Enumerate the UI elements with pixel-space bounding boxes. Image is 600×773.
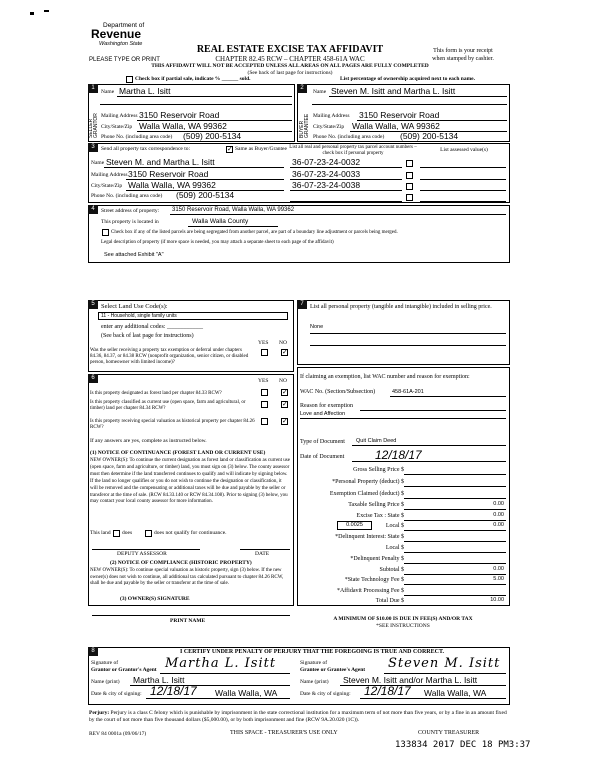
delinquent-penalty-line xyxy=(404,563,506,564)
grantor-print-label: Name (print) xyxy=(91,679,120,685)
reason-label: Reason for exemption xyxy=(300,403,353,409)
buyer-mail-label: Mailing Address xyxy=(313,113,350,119)
grantee-print-name: Steven M. Isitt and/or Martha L. Isitt xyxy=(343,675,478,685)
buyer-side-label: BUYER GRANTEE xyxy=(299,113,310,138)
corr-phone: (509) 200-5134 xyxy=(176,190,235,200)
corr-mail: 3150 Reservoir Road xyxy=(128,169,209,179)
reason-line xyxy=(360,410,506,411)
doc-date-line xyxy=(352,461,506,462)
exemption-no-checkbox[interactable]: ✓ xyxy=(282,349,288,356)
segregated-label: Check box if any of the listed parcels are being segregated from another parcel, are part of a boundary line adjustment or parcels being merged. xyxy=(111,230,398,235)
receipt-note-2: when stamped by cashier. xyxy=(432,56,494,62)
subtotal-line xyxy=(404,574,506,575)
seller-name: Martha L. Isitt xyxy=(119,86,171,96)
located-label: This property is located in xyxy=(101,219,159,225)
treasurer-stamp: 133834 2017 DEC 18 PM3:37 xyxy=(395,740,531,750)
scan-mark xyxy=(44,10,49,12)
form-see-back: (See back of last page for instructions) xyxy=(247,70,333,76)
form-title: REAL ESTATE EXCISE TAX AFFIDAVIT xyxy=(196,44,384,55)
assessed-value-header: List assessed value(s) xyxy=(440,147,488,153)
legal-description-label: Legal description of property (if more space is needed, you may attach a separate sheet to each page of the affidavit) xyxy=(101,240,334,245)
assessed-line xyxy=(420,179,506,180)
historic-no-checkbox[interactable]: ✓ xyxy=(282,418,288,425)
grantee-sig-line xyxy=(384,673,506,674)
parcel-line xyxy=(290,201,402,202)
grantee-signature: Steven M. Isitt xyxy=(388,656,501,671)
seller-phone: (509) 200-5134 xyxy=(183,131,242,141)
logo-line-1: Department of xyxy=(103,22,145,29)
s6-no-header: NO xyxy=(279,378,287,384)
excise-state-label: Excise Tax : State $ xyxy=(356,513,404,519)
grantee-date-line xyxy=(360,698,506,699)
print-note: PLEASE TYPE OR PRINT xyxy=(89,57,160,63)
wac-number: 458-61A-201 xyxy=(392,389,424,395)
see-instructions-note: *SEE INSTRUCTIONS xyxy=(376,623,430,629)
deputy-line xyxy=(92,549,200,550)
corr-name-line xyxy=(104,167,284,168)
grantor-sig-label-1: Signature of xyxy=(91,660,119,666)
gross-price-line xyxy=(404,474,506,475)
parcel-personal-checkbox[interactable] xyxy=(406,194,413,201)
doc-type-label: Type of Document xyxy=(300,439,345,445)
delinquent-local-label: Local $ xyxy=(385,545,404,551)
grantee-city: Walla Walla, WA xyxy=(424,688,487,698)
taxable-price-label: Taxable Selling Price $ xyxy=(348,502,404,508)
current-use-question: Is this property classified as current use (open space, farm and agricultural, or timber) land per chapter 84.34 RCW? xyxy=(90,400,246,411)
buyer-name-line xyxy=(329,96,507,97)
grantee-sig-label-1: Signature of xyxy=(300,660,328,666)
parcel-line xyxy=(290,167,402,168)
certification-section-number: 8 xyxy=(88,647,98,656)
tech-fee-line xyxy=(404,584,506,585)
street-label: Street address of property: xyxy=(101,208,160,214)
corr-mail-label: Mailing Address xyxy=(91,172,128,178)
excise-local-value: 0.00 xyxy=(493,522,504,528)
historic-question: Is this property receiving special valuation as historical property per chapter 84.26 RCW? xyxy=(90,419,255,430)
perjury-label: Perjury: xyxy=(89,710,110,716)
excise-state-value: 0.00 xyxy=(493,512,504,518)
personal-property-line xyxy=(310,345,506,346)
forest-yes-checkbox[interactable] xyxy=(261,389,268,396)
does-not-label: does not qualify for continuance. xyxy=(154,530,227,536)
corr-city: Walla Walla, WA 99362 xyxy=(128,180,216,190)
street-line xyxy=(170,214,506,215)
grantor-signature: Martha L. Isitt xyxy=(165,656,277,671)
receipt-note-1: This form is your receipt xyxy=(433,48,493,54)
county-treasurer-label: COUNTY TREASURER xyxy=(418,730,480,736)
grantee-print-label: Name (print) xyxy=(300,679,329,685)
current-use-yes-checkbox[interactable] xyxy=(261,401,268,408)
buyer-extra-line xyxy=(312,104,507,105)
parcel-personal-checkbox[interactable] xyxy=(406,160,413,167)
subtotal-label: Subtotal $ xyxy=(379,567,404,573)
buyer-name: Steven M. Isitt and Martha L. Isitt xyxy=(331,86,456,96)
partial-sale-label: Check box if partial sale, indicate % ______ sold. xyxy=(135,76,251,82)
land-use-section-number: 5 xyxy=(88,300,98,309)
grantee-date: 12/18/17 xyxy=(364,684,411,698)
personal-property-value: None xyxy=(310,324,324,330)
notice2-title: (2) NOTICE OF COMPLIANCE (HISTORIC PROPERTY) xyxy=(110,560,252,566)
grantee-sig-label-2: Grantee or Grantee's Agent xyxy=(300,667,366,673)
exemption-yes-checkbox[interactable] xyxy=(261,349,268,356)
ownership-pct-label: List percentage of ownership acquired next to each name. xyxy=(340,76,475,82)
corr-city-label: City/State/Zip xyxy=(91,183,123,189)
seller-mail: 3150 Reservoir Road xyxy=(139,110,220,120)
grantor-date-label: Date & city of signing: xyxy=(91,691,142,697)
corr-phone-label: Phone No. (including area code) xyxy=(91,193,163,199)
deputy-date-line xyxy=(240,549,290,550)
assessed-line xyxy=(420,167,506,168)
land-use-label: Select Land Use Code(s): xyxy=(101,303,168,310)
excise-local-label: Local $ xyxy=(385,523,404,529)
certify-statement: I CERTIFY UNDER PENALTY OF PERJURY THAT THE FOREGOING IS TRUE AND CORRECT. xyxy=(180,649,445,655)
form-chapter: CHAPTER 82.45 RCW – CHAPTER 458-61A WAC xyxy=(215,55,365,63)
processing-fee-line xyxy=(404,595,506,596)
notice2-text: NEW OWNER(S): To continue special valuation as historic property, sign (3) below. If the new owner(s) does not wish to continue, all additional tax calculated pursuant to chapter 84.26 RCW, shall be due and payable by the seller or transferor at the time of sale. xyxy=(90,568,284,587)
same-as-buyer-label: Same as Buyer/Grantee xyxy=(235,146,287,152)
if-yes-note: If any answers are yes, complete as instructed below. xyxy=(90,438,207,444)
seller-name-label: Name xyxy=(101,89,115,95)
buyer-city: Walla Walla, WA 99362 xyxy=(352,121,440,131)
subtotal-value: 0.00 xyxy=(493,566,504,572)
seller-city: Walla Walla, WA 99362 xyxy=(139,121,227,131)
seller-city-label: City/State/Zip xyxy=(101,124,133,130)
grantor-city: Walla Walla, WA xyxy=(215,688,278,698)
send-correspondence-label: Send all property tax correspondence to: xyxy=(101,146,191,152)
buyer-section-number: 2 xyxy=(297,84,307,93)
print-name-line xyxy=(92,615,290,616)
perjury-notice xyxy=(89,710,509,724)
processing-fee-label: *Affidavit Processing Fee $ xyxy=(336,588,404,594)
parcel-line xyxy=(290,190,402,191)
buyer-mail: 3150 Reservoir Road xyxy=(359,110,440,120)
grantor-sig-line xyxy=(160,673,290,674)
assessed-line xyxy=(420,201,506,202)
seller-name-line xyxy=(117,96,292,97)
dor-logo xyxy=(87,22,157,52)
doc-date-value: 12/18/17 xyxy=(375,448,422,462)
county: Walla Walla County xyxy=(192,218,249,225)
scan-mark xyxy=(30,12,34,15)
delinquent-local-line xyxy=(404,552,506,553)
notice1-text: NEW OWNER(S): To continue the current designation as forest land or classification as current use (open space, farm and agriculture, or timber) land, you must sign on (3) below. The county assessor must then determine if the land transferred continues to qualify and will indicate by signing below. If the land no longer qualifies or you do not wish to continue the designation or classification, it will be removed and the compensating or additional taxes will be due and payable by the seller or transferor at the time of sale. (RCW 84.33.140 or RCW 84.34.108). Prior to signing (3) below, you may contact your local county assessor for more information. xyxy=(90,458,290,505)
seller-phone-label: Phone No. (including area code) xyxy=(101,134,173,140)
correspondence-section-number: 3 xyxy=(88,143,98,152)
total-due-label: Total Due $ xyxy=(375,598,404,604)
street-address: 3150 Reservoir Road, Walla Walla, WA 99362 xyxy=(172,207,295,213)
delinquent-interest-line xyxy=(404,541,506,542)
form-warning: THIS AFFIDAVIT WILL NOT BE ACCEPTED UNLESS ALL AREAS ON ALL PAGES ARE FULLY COMPLETED xyxy=(151,63,429,69)
claim-exemption-label: If claiming an exemption, list WAC number and reason for exemption: xyxy=(300,374,470,380)
local-rate-value: 0.0025 xyxy=(346,522,363,528)
yes-header: YES xyxy=(258,340,269,346)
buyer-phone-label: Phone No. (including area code) xyxy=(313,134,385,140)
land-use-see-back: (See back of last page for instructions) xyxy=(101,333,194,339)
print-name-label: PRINT NAME xyxy=(170,618,206,624)
current-use-no-checkbox[interactable]: ✓ xyxy=(282,401,288,408)
reason-line-2 xyxy=(300,418,506,419)
same-as-buyer-checkbox[interactable]: ✓ xyxy=(227,146,233,153)
forest-no-checkbox[interactable]: ✓ xyxy=(282,389,288,396)
parcel-personal-checkbox[interactable] xyxy=(406,183,413,190)
land-use-value: 11 - Household, single family units xyxy=(101,313,177,319)
logo-line-3: Washington State xyxy=(99,41,143,47)
seller-extra-line xyxy=(100,104,292,105)
tech-fee-value: 5.00 xyxy=(493,576,504,582)
grantor-print-name: Martha L. Isitt xyxy=(133,675,185,685)
excise-local-line xyxy=(404,530,506,531)
corr-name-label: Name xyxy=(91,160,105,166)
wac-label: WAC No. (Section/Subsection) xyxy=(300,389,376,395)
excise-state-line xyxy=(404,520,506,521)
grantee-date-label: Date & city of signing: xyxy=(300,691,351,697)
land-does-label: This land xyxy=(90,530,111,536)
personal-property-label: List all personal property (tangible and intangible) included in selling price. xyxy=(310,304,492,310)
exemption-claimed-line xyxy=(404,498,506,499)
forest-question: Is this property designated as forest land per chapter 84.33 RCW? xyxy=(90,391,222,396)
exemption-claimed-label: Exemption Claimed (deduct) $ xyxy=(329,491,404,497)
property-section-number: 4 xyxy=(88,205,98,214)
grantor-date-line xyxy=(146,698,290,699)
parcel-number: 36-07-23-24-0032 xyxy=(292,157,361,167)
parcel-header: List all real and personal property tax parcel account numbers – check box if personal property xyxy=(289,145,417,156)
corr-name: Steven M. and Martha L. Isitt xyxy=(106,157,215,167)
s6-yes-header: YES xyxy=(258,378,269,384)
section6-number: 6 xyxy=(88,374,98,383)
owner-signature-label: (3) OWNER(S) SIGNATURE xyxy=(120,596,190,602)
personal-deduct-line xyxy=(404,486,506,487)
grantor-sig-label-2: Grantor or Grantor's Agent xyxy=(91,667,157,673)
doc-date-label: Date of Document xyxy=(300,454,345,460)
buyer-phone: (509) 200-5134 xyxy=(400,131,459,141)
wac-line xyxy=(390,396,506,397)
notice1-title: (1) NOTICE OF CONTINUANCE (FOREST LAND OR CURRENT USE) xyxy=(90,450,266,456)
buyer-name-label: Name xyxy=(313,89,327,95)
gross-price-label: Gross Selling Price $ xyxy=(353,467,404,473)
assessed-line xyxy=(420,190,506,191)
total-due-value: 10.00 xyxy=(490,597,504,603)
treasurer-use-note: THIS SPACE - TREASURER'S USE ONLY xyxy=(230,730,338,736)
parcel-personal-checkbox[interactable] xyxy=(406,172,413,179)
doc-type-value: Quit Claim Deed xyxy=(356,438,397,444)
exhibit-reference: See attached Exhibit "A" xyxy=(104,252,164,258)
grantor-date: 12/18/17 xyxy=(150,684,197,698)
taxable-price-value: 0.00 xyxy=(493,501,504,507)
logo-line-2: Revenue xyxy=(91,27,142,41)
tech-fee-label: *State Technology Fee $ xyxy=(344,577,404,583)
personal-property-line xyxy=(310,333,506,334)
historic-yes-checkbox[interactable] xyxy=(261,418,268,425)
seller-section-number: 1 xyxy=(88,84,98,93)
parcel-number: 36-07-23-24-0033 xyxy=(292,169,361,179)
delinquent-interest-label: *Delinquent Interest: State $ xyxy=(335,534,404,540)
total-due-line xyxy=(404,605,506,606)
no-header: NO xyxy=(279,340,287,346)
does-label: does xyxy=(122,530,133,536)
taxable-price-line xyxy=(404,509,506,510)
seller-side-label: SELLER GRANTOR xyxy=(88,113,99,138)
doc-type-line xyxy=(352,445,506,446)
exemption-question: Was the seller receiving a property tax exemption or deferral under chapters 84.36, 84.37, or 84.38 RCW (nonprofit organization, senior citizen, or disabled person, homeowner with limited income)? xyxy=(90,348,249,365)
seller-mail-label: Mailing Address xyxy=(101,113,138,119)
personal-property-section-number: 7 xyxy=(297,300,307,309)
county-line xyxy=(188,226,278,227)
minimum-due-note: A MINIMUM OF $10.00 IS DUE IN FEE(S) AND/OR TAX xyxy=(333,616,473,622)
additional-codes: enter any additional codes: ____________ xyxy=(101,324,203,330)
partial-sale-checkbox[interactable] xyxy=(126,76,133,83)
perjury-text: Perjury is a class C felony which is punishable by imprisonment in the state correctional institution for a maximum term of not more than five years, or by a fine in an amount fixed by the court of not more than five thousand dollars ($5,000.00), or by both imprisonment and fine (RCW 9A.20.020 (1C)). xyxy=(89,710,507,723)
parcel-number: 36-07-23-24-0038 xyxy=(292,180,361,190)
segregated-checkbox[interactable] xyxy=(102,229,109,236)
buyer-city-label: City/State/Zip xyxy=(313,124,345,130)
reason-value: Love and Affection xyxy=(300,411,346,417)
personal-deduct-label: *Personal Property (deduct) $ xyxy=(332,479,404,485)
deputy-assessor-label: DEPUTY ASSESSOR xyxy=(117,551,167,557)
does-qualify-checkbox[interactable] xyxy=(113,530,120,537)
delinquent-penalty-label: *Delinquent Penalty $ xyxy=(350,556,404,562)
does-not-qualify-checkbox[interactable] xyxy=(145,530,152,537)
deputy-date-label: DATE xyxy=(255,551,270,557)
form-number: REV 84 0001a (09/06/17) xyxy=(89,731,147,737)
